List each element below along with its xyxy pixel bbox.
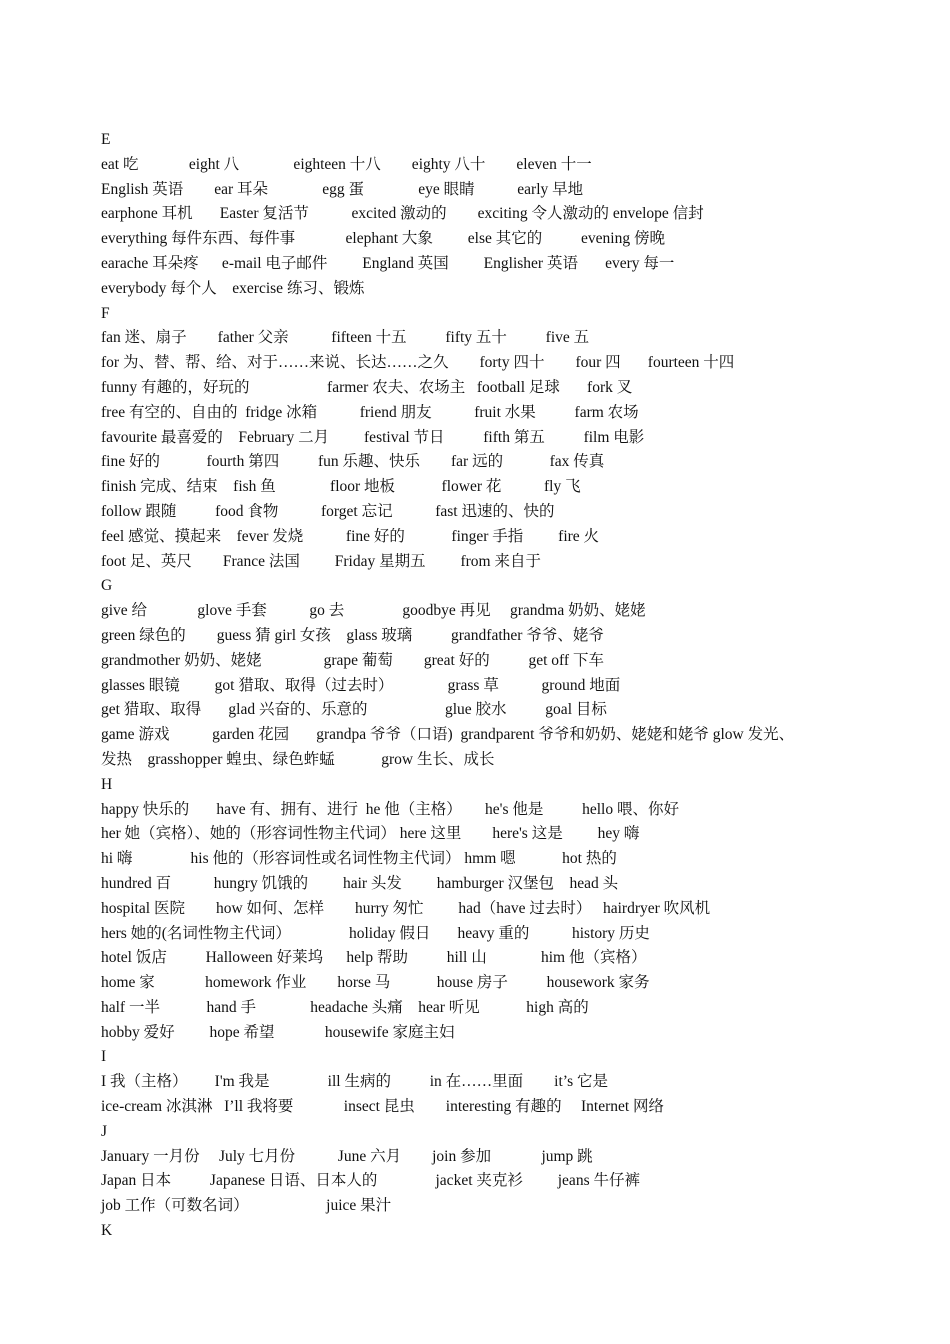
vocab-line: funny 有趣的，好玩的 farmer 农夫、农场主 football 足球 fork 叉 [101, 378, 633, 396]
vocab-line: hers 她的(名词性物主代词） holiday 假日 heavy 重的 history 历史 [101, 924, 650, 942]
vocab-line: free 有空的、自由的 fridge 冰箱 friend 朋友 fruit 水果 farm 农场 [101, 403, 639, 421]
vocab-line: give 给 glove 手套 go 去 goodbye 再见 grandma 奶奶、姥姥 [101, 602, 646, 620]
vocab-line: hospital 医院 how 如何、怎样 hurry 匆忙 had（have 过去时） hairdryer 吹风机 [101, 899, 711, 917]
vocab-line: hobby 爱好 hope 希望 housewife 家庭主妇 [101, 1023, 455, 1041]
vocab-line: earphone 耳机 Easter 复活节 excited 激动的 exciting 令人激动的 envelope 信封 [101, 205, 704, 223]
vocab-line: follow 跟随 food 食物 forget 忘记 fast 迅速的、快的 [101, 502, 555, 520]
vocab-line: job 工作（可数名词） juice 果汁 [101, 1197, 392, 1215]
vocab-line: half 一半 hand 手 headache 头痛 hear 听见 high 高的 [101, 998, 589, 1016]
section-heading-f: F [101, 304, 110, 322]
vocab-line: green 绿色的 guess 猜 girl 女孩 glass 玻璃 grandfather 爷爷、姥爷 [101, 626, 604, 644]
vocab-line: hi 嗨 his 他的（形容词性或名词性物主代词） hmm 嗯 hot 热的 [101, 850, 617, 868]
vocab-line: for 为、替、帮、给、对于……来说、长达……之久 forty 四十 four 四 fourteen 十四 [101, 354, 735, 372]
vocab-line: I 我（主格） I'm 我是 ill 生病的 in 在……里面 it’s 它是 [101, 1073, 608, 1091]
vocab-line: glasses 眼镜 got 猎取、取得（过去时） grass 草 ground 地面 [101, 676, 621, 694]
vocab-line: home 家 homework 作业 horse 马 house 房子 housework 家务 [101, 974, 650, 992]
vocab-line: happy 快乐的 have 有、拥有、进行 he 他（主格） he's 他是 hello 喂、你好 [101, 800, 679, 818]
vocab-line: fan 迷、扇子 father 父亲 fifteen 十五 fifty 五十 five 五 [101, 329, 590, 347]
section-heading-g: G [101, 577, 113, 595]
vocab-line: hundred 百 hungry 饥饿的 hair 头发 hamburger 汉堡包 head 头 [101, 874, 619, 892]
vocab-line: hotel 饭店 Halloween 好莱坞 help 帮助 hill 山 him 他（宾格） [101, 949, 647, 967]
section-heading-i: I [101, 1048, 107, 1066]
vocabulary-document [101, 128, 901, 1244]
vocab-line: foot 足、英尺 France 法国 Friday 星期五 from 来自于 [101, 552, 541, 570]
vocab-line: 发热 grasshopper 蝗虫、绿色蚱蜢 grow 生长、成长 [101, 750, 495, 768]
vocab-line: get 猎取、取得 glad 兴奋的、乐意的 glue 胶水 goal 目标 [101, 701, 607, 719]
vocab-line: finish 完成、结束 fish 鱼 floor 地板 flower 花 fly 飞 [101, 478, 581, 496]
vocab-line: game 游戏 garden 花园 grandpa 爷爷（口语) grandparent 爷爷和奶奶、姥姥和姥爷 glow 发光、 [101, 726, 795, 744]
vocab-line: earache 耳朵疼 e-mail 电子邮件 England 英国 Englisher 英语 every 每一 [101, 254, 675, 272]
vocab-line: her 她（宾格）、她的（形容词性物主代词） here 这里 here's 这是 hey 嗨 [101, 825, 640, 843]
vocab-line: grandmother 奶奶、姥姥 grape 葡萄 great 好的 get off 下车 [101, 651, 604, 669]
vocab-line: ice-cream 冰淇淋 I’ll 我将要 insect 昆虫 interesting 有趣的 Internet 网络 [101, 1098, 665, 1116]
vocab-line: English 英语 ear 耳朵 egg 蛋 eye 眼睛 early 早地 [101, 180, 584, 198]
section-heading-j: J [101, 1122, 108, 1140]
section-heading-h: H [101, 775, 113, 793]
section-heading-k: K [101, 1222, 113, 1240]
vocab-line: fine 好的 fourth 第四 fun 乐趣、快乐 far 远的 fax 传真 [101, 453, 605, 471]
vocab-line: Japan 日本 Japanese 日语、日本人的 jacket 夹克衫 jeans 牛仔裤 [101, 1172, 640, 1190]
vocab-line: everything 每件东西、每件事 elephant 大象 else 其它的 evening 傍晚 [101, 230, 665, 248]
vocab-line: favourite 最喜爱的 February 二月 festival 节日 fifth 第五 film 电影 [101, 428, 645, 446]
vocab-line: feel 感觉、摸起来 fever 发烧 fine 好的 finger 手指 fire 火 [101, 527, 600, 545]
vocab-line: everybody 每个人 exercise 练习、锻炼 [101, 279, 365, 297]
section-heading-e: E [101, 131, 111, 148]
vocab-line: January 一月份 July 七月份 June 六月 join 参加 jump 跳 [101, 1147, 593, 1165]
vocab-line: eat 吃 eight 八 eighteen 十八 eighty 八十 eleven 十一 [101, 155, 592, 173]
